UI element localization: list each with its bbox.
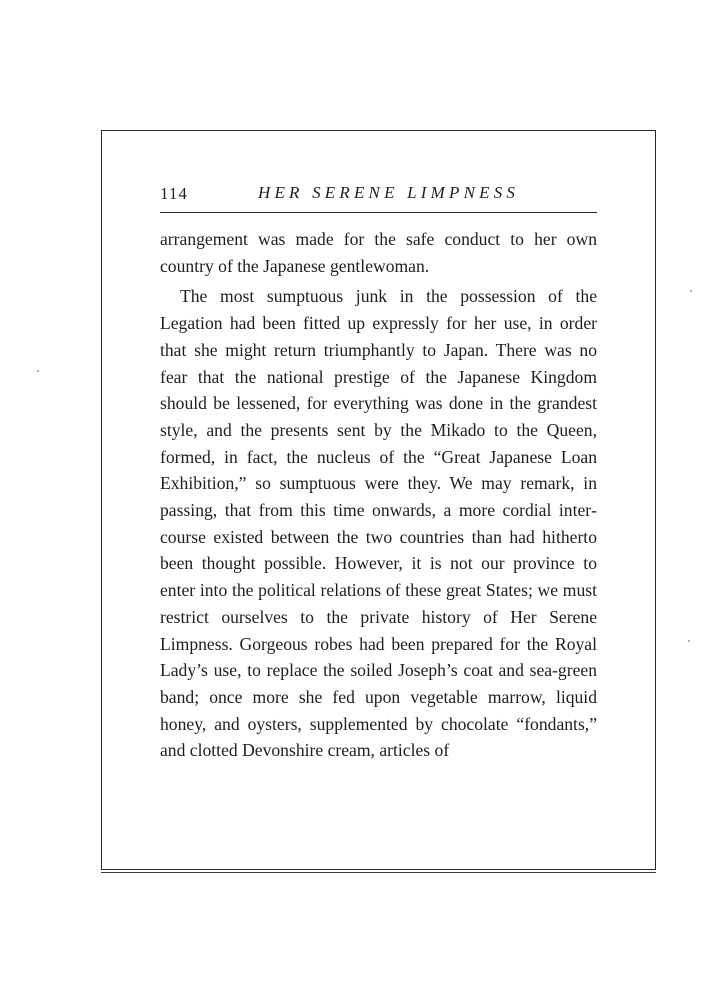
running-head <box>160 183 597 207</box>
paper-speck <box>37 370 39 372</box>
paragraph: The most sumptuous junk in the possession of the Legation had been fitted up expressly for her use, in order that she might return triumphantly to Japan. There was no fear that the national prestige of the Japanese Kingdom should be lessened, for everything was done in the grandest style, and the presents sent by the Mikado to the Queen, formed, in fact, the nucleus of the “Great Japanese Loan Exhibition,” so sumptuous were they. We may remark, in passing, that from this time onwards, a more cordial intercourse existed between the two countries than had hitherto been thought possible. However, it is not our province to enter into the political relations of these great States; we must restrict ourselves to the private history of Her Serene Limpness. Gorgeous robes had been prepared for the Royal Lady’s use, to replace the soiled Joseph’s coat and sea-green band; once more she fed upon vegetable marrow, liquid honey, and oysters, supplemented by chocolate “fondants,” and clotted Devonshire cream, articles of <box>160 286 597 761</box>
paragraph-continuation: arrangement was made for the safe conduct to her own country of the Japanese gentlewoman. <box>160 229 597 276</box>
frame-bottom-rule <box>101 872 656 873</box>
page-number: 114 <box>160 184 188 203</box>
paper-speck <box>690 290 692 292</box>
running-title: HER SERENE LIMPNESS <box>258 183 520 202</box>
paper-speck <box>688 640 690 642</box>
body-text <box>160 226 597 764</box>
header-rule <box>160 212 597 213</box>
